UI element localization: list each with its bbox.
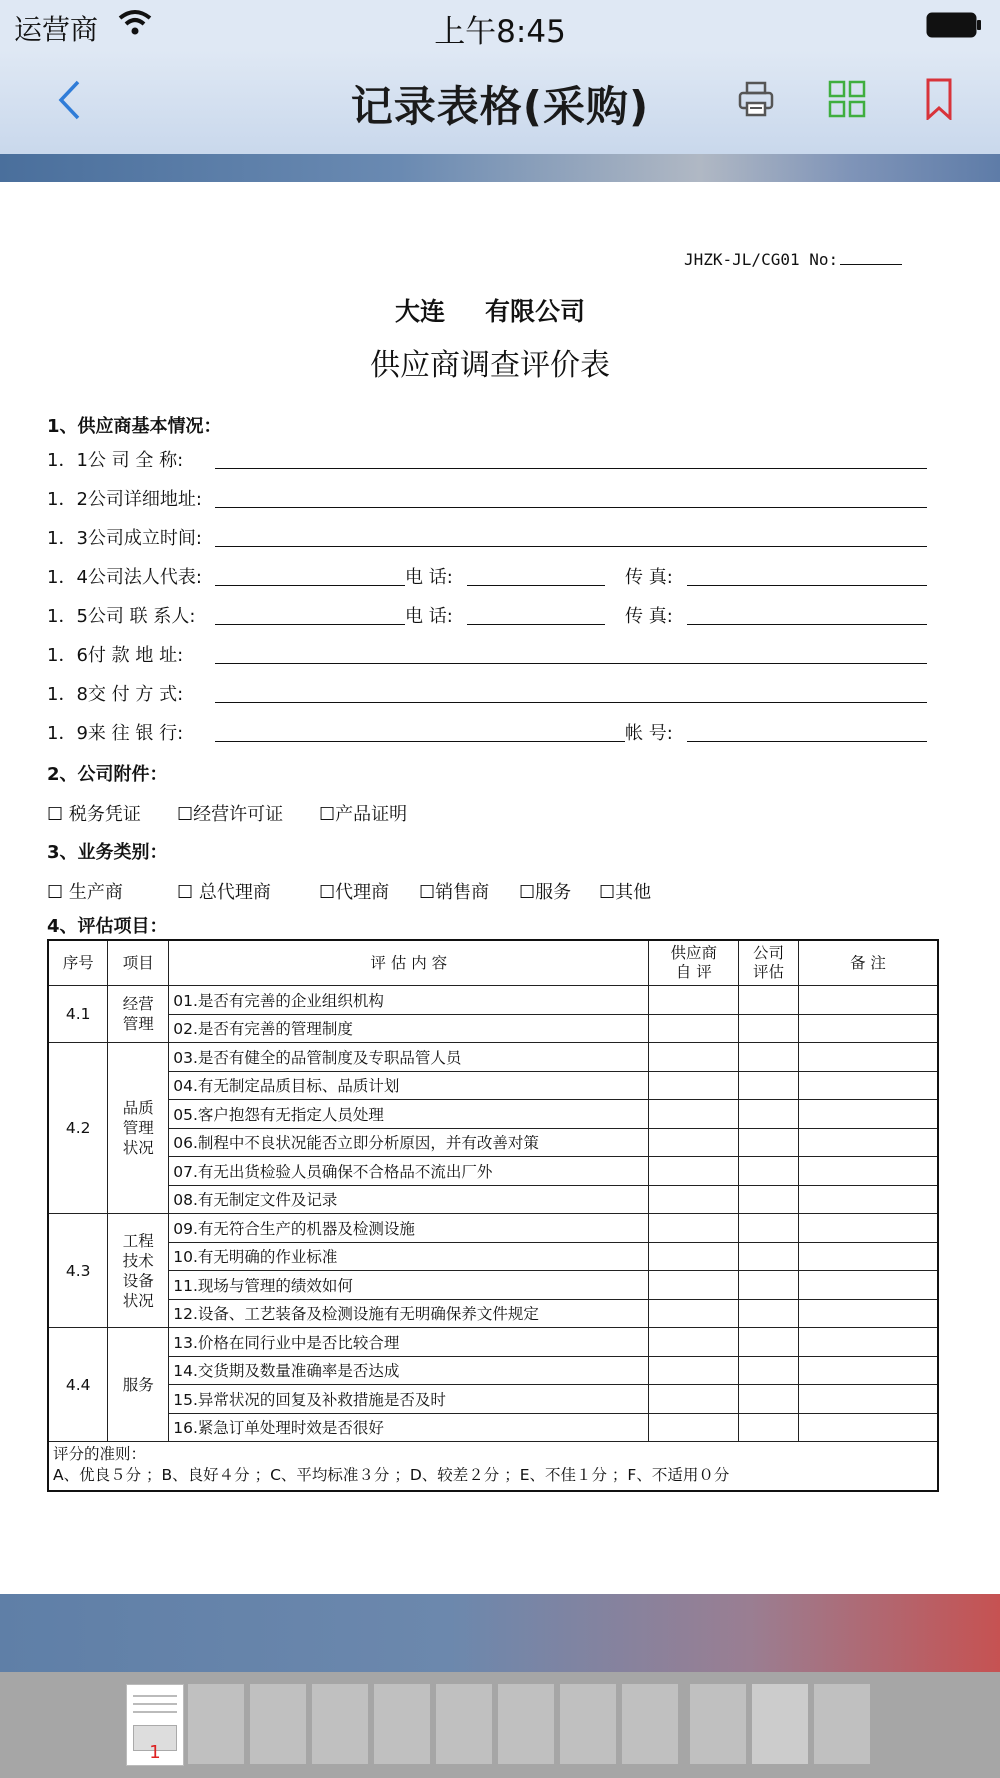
field-company-name: 1．1公 司 全 称: xyxy=(47,442,927,472)
remark-cell[interactable] xyxy=(798,1043,938,1072)
table-row xyxy=(48,1299,938,1328)
company-eval-cell[interactable] xyxy=(739,1100,799,1129)
company-eval-cell[interactable] xyxy=(739,1328,799,1357)
self-eval-cell[interactable] xyxy=(649,1413,739,1442)
self-eval-cell[interactable] xyxy=(649,1356,739,1385)
company-eval-cell[interactable] xyxy=(739,1385,799,1414)
table-row xyxy=(48,1185,938,1214)
thumbnail-page[interactable] xyxy=(814,1684,870,1764)
company-eval-cell[interactable] xyxy=(739,1014,799,1043)
company-eval-cell[interactable] xyxy=(739,1271,799,1300)
document-page xyxy=(0,182,1000,1594)
self-eval-cell[interactable] xyxy=(649,1157,739,1186)
header-item: 项目 xyxy=(108,940,169,986)
print-icon[interactable] xyxy=(738,80,774,118)
table-row xyxy=(48,1385,938,1414)
page-thumbnail-strip xyxy=(0,1672,1000,1778)
company-eval-cell[interactable] xyxy=(739,986,799,1015)
thumbnail-page[interactable] xyxy=(312,1684,368,1764)
table-row xyxy=(48,1271,938,1300)
checkbox-tax-certificate[interactable]: ☐ 税务凭证 xyxy=(47,804,141,825)
table-row xyxy=(48,1328,938,1357)
group-number: 4.2 xyxy=(48,1043,108,1214)
company-eval-cell[interactable] xyxy=(739,1043,799,1072)
checkbox-manufacturer[interactable]: ☐ 生产商 xyxy=(47,882,123,903)
remark-cell[interactable] xyxy=(798,1299,938,1328)
group-number: 4.4 xyxy=(48,1328,108,1442)
remark-cell[interactable] xyxy=(798,1413,938,1442)
remark-cell[interactable] xyxy=(798,1214,938,1243)
field-company-address: 1．2公司详细地址: xyxy=(47,481,927,511)
remark-cell[interactable] xyxy=(798,1071,938,1100)
header-remark: 备 注 xyxy=(798,940,938,986)
table-row xyxy=(48,1071,938,1100)
section-basic-info: 1、供应商基本情况： xyxy=(47,416,222,437)
evaluation-criterion: 08.有无制定文件及记录 xyxy=(169,1185,649,1214)
self-eval-cell[interactable] xyxy=(649,1242,739,1271)
table-header-row xyxy=(48,940,938,986)
table-row xyxy=(48,1214,938,1243)
company-eval-cell[interactable] xyxy=(739,1299,799,1328)
evaluation-criterion: 03.是否有健全的品管制度及专职品管人员 xyxy=(169,1043,649,1072)
thumbnail-page[interactable] xyxy=(436,1684,492,1764)
evaluation-criterion: 09.有无符合生产的机器及检测设施 xyxy=(169,1214,649,1243)
company-eval-cell[interactable] xyxy=(739,1242,799,1271)
remark-cell[interactable] xyxy=(798,1242,938,1271)
evaluation-criterion: 05.客户抱怨有无指定人员处理 xyxy=(169,1100,649,1129)
self-eval-cell[interactable] xyxy=(649,986,739,1015)
group-item: 品质 管理 状况 xyxy=(108,1043,169,1214)
company-eval-cell[interactable] xyxy=(739,1413,799,1442)
group-item: 经营 管理 xyxy=(108,986,169,1043)
scoring-criteria: 评分的准则： A、优良５分 ；B、良好４分 ；C、平均标准３分 ；D、较差２分 ；E、不佳１分 ；F、不适用０分 xyxy=(48,1442,938,1492)
table-row xyxy=(48,1043,938,1072)
remark-cell[interactable] xyxy=(798,1128,938,1157)
table-row xyxy=(48,1413,938,1442)
remark-cell[interactable] xyxy=(798,1185,938,1214)
checkbox-other[interactable]: ☐其他 xyxy=(599,882,652,903)
evaluation-table xyxy=(47,939,939,1492)
table-row xyxy=(48,1014,938,1043)
thumbnail-page[interactable] xyxy=(374,1684,430,1764)
company-eval-cell[interactable] xyxy=(739,1214,799,1243)
thumbnail-page[interactable] xyxy=(752,1684,808,1764)
self-eval-cell[interactable] xyxy=(649,1014,739,1043)
table-row xyxy=(48,1100,938,1129)
document-code: JHZK-JL/CG01 No: xyxy=(684,250,902,269)
checkbox-service[interactable]: ☐服务 xyxy=(519,882,572,903)
field-founding-date: 1．3公司成立时间: xyxy=(47,520,927,550)
self-eval-cell[interactable] xyxy=(649,1128,739,1157)
thumbnail-page[interactable] xyxy=(126,1684,184,1766)
navigation-bar xyxy=(0,50,1000,155)
checkbox-distributor[interactable]: ☐销售商 xyxy=(419,882,490,903)
thumbnail-page[interactable] xyxy=(690,1684,746,1764)
self-eval-cell[interactable] xyxy=(649,1328,739,1357)
header-company-eval: 公司 评估 xyxy=(739,940,799,986)
self-eval-cell[interactable] xyxy=(649,1185,739,1214)
table-row xyxy=(48,1242,938,1271)
thumbnail-page[interactable] xyxy=(498,1684,554,1764)
remark-cell[interactable] xyxy=(798,1385,938,1414)
status-bar xyxy=(0,0,1000,50)
criteria-row xyxy=(48,1442,938,1492)
section-evaluation: 4、评估项目： xyxy=(47,916,168,937)
company-eval-cell[interactable] xyxy=(739,1356,799,1385)
group-item: 服务 xyxy=(108,1328,169,1442)
header-self-eval: 供应商 自 评 xyxy=(649,940,739,986)
viewer-top-gradient xyxy=(0,154,1000,182)
battery-icon xyxy=(926,12,982,38)
evaluation-criterion: 07.有无出货检验人员确保不合格品不流出厂外 xyxy=(169,1157,649,1186)
page-title: 记录表格(采购) xyxy=(350,82,650,131)
checkbox-agent[interactable]: ☐代理商 xyxy=(319,882,390,903)
self-eval-cell[interactable] xyxy=(649,1385,739,1414)
evaluation-criterion: 11.现场与管理的绩效如何 xyxy=(169,1271,649,1300)
evaluation-criterion: 02.是否有完善的管理制度 xyxy=(169,1014,649,1043)
evaluation-criterion: 16.紧急订单处理时效是否很好 xyxy=(169,1413,649,1442)
self-eval-cell[interactable] xyxy=(649,1071,739,1100)
table-row xyxy=(48,1128,938,1157)
self-eval-cell[interactable] xyxy=(649,1100,739,1129)
company-eval-cell[interactable] xyxy=(739,1128,799,1157)
self-eval-cell[interactable] xyxy=(649,1214,739,1243)
evaluation-criterion: 06.制程中不良状况能否立即分析原因，并有改善对策 xyxy=(169,1128,649,1157)
field-delivery-method: 1．8交 付 方 式: xyxy=(47,676,927,706)
field-bank: 1．9来 往 银 行: 帐 号: xyxy=(47,715,927,745)
table-row xyxy=(48,1157,938,1186)
evaluation-criterion: 14.交货期及数量准确率是否达成 xyxy=(169,1356,649,1385)
company-name: 大连 有限公司 xyxy=(394,297,586,326)
thumbnail-page[interactable] xyxy=(188,1684,244,1764)
header-content: 评 估 内 容 xyxy=(169,940,649,986)
remark-cell[interactable] xyxy=(798,986,938,1015)
checkbox-business-license[interactable]: ☐经营许可证 xyxy=(177,804,284,825)
carrier-label: 运营商 xyxy=(14,13,99,46)
evaluation-criterion: 15.异常状况的回复及补救措施是否及时 xyxy=(169,1385,649,1414)
thumbnail-page[interactable] xyxy=(560,1684,616,1764)
remark-cell[interactable] xyxy=(798,1271,938,1300)
field-legal-rep: 1．4公司法人代表: 电 话: 传 真: xyxy=(47,559,927,589)
section-attachments: 2、公司附件： xyxy=(47,764,168,785)
checkbox-product-certificate[interactable]: ☐产品证明 xyxy=(319,804,408,825)
group-number: 4.1 xyxy=(48,986,108,1043)
evaluation-criterion: 13.价格在同行业中是否比较合理 xyxy=(169,1328,649,1357)
checkbox-general-agent[interactable]: ☐ 总代理商 xyxy=(177,882,271,903)
evaluation-criterion: 04.有无制定品质目标、品质计划 xyxy=(169,1071,649,1100)
remark-cell[interactable] xyxy=(798,1100,938,1129)
evaluation-criterion: 01.是否有完善的企业组织机构 xyxy=(169,986,649,1015)
group-number: 4.3 xyxy=(48,1214,108,1328)
evaluation-criterion: 12.设备、工艺装备及检测设施有无明确保养文件规定 xyxy=(169,1299,649,1328)
table-row xyxy=(48,1356,938,1385)
header-no: 序号 xyxy=(48,940,108,986)
remark-cell[interactable] xyxy=(798,1356,938,1385)
table-row xyxy=(48,986,938,1015)
current-page-number: 1 xyxy=(149,1742,161,1763)
form-title: 供应商调查评价表 xyxy=(370,348,610,383)
thumbnail-page[interactable] xyxy=(250,1684,306,1764)
evaluation-criterion: 10.有无明确的作业标准 xyxy=(169,1242,649,1271)
self-eval-cell[interactable] xyxy=(649,1043,739,1072)
grid-view-icon[interactable] xyxy=(828,80,866,118)
remark-cell[interactable] xyxy=(798,1014,938,1043)
remark-cell[interactable] xyxy=(798,1328,938,1357)
self-eval-cell[interactable] xyxy=(649,1299,739,1328)
thumbnail-page[interactable] xyxy=(622,1684,678,1764)
self-eval-cell[interactable] xyxy=(649,1271,739,1300)
bookmark-icon[interactable] xyxy=(926,78,952,120)
remark-cell[interactable] xyxy=(798,1157,938,1186)
company-eval-cell[interactable] xyxy=(739,1185,799,1214)
field-contact: 1．5公司 联 系人: 电 话: 传 真: xyxy=(47,598,927,628)
clock: 上午8:45 xyxy=(434,14,566,50)
viewer-bottom-gradient xyxy=(0,1594,1000,1672)
field-payment-address: 1．6付 款 地 址: xyxy=(47,637,927,667)
company-eval-cell[interactable] xyxy=(739,1071,799,1100)
section-business-type: 3、业务类别： xyxy=(47,842,168,863)
group-item: 工程 技术 设备 状况 xyxy=(108,1214,169,1328)
company-eval-cell[interactable] xyxy=(739,1157,799,1186)
